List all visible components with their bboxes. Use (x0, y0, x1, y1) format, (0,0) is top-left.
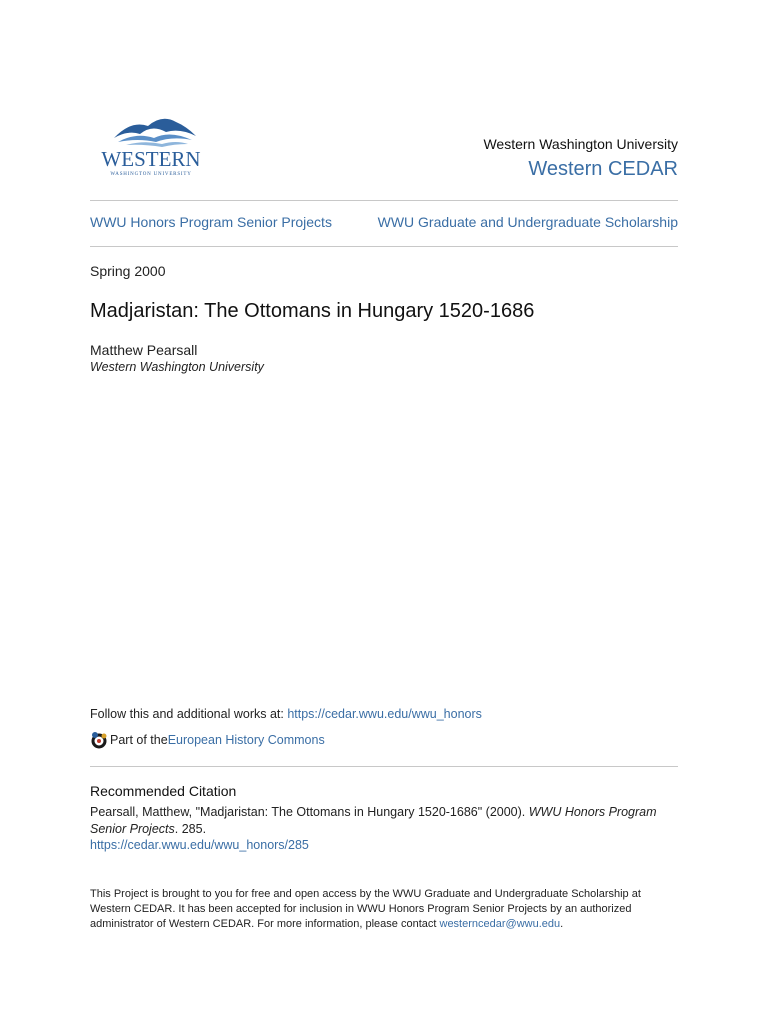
citation-text (90, 804, 680, 838)
commons-network-icon (90, 731, 108, 749)
citation-url-link[interactable]: https://cedar.wwu.edu/wwu_honors/285 (90, 838, 309, 852)
follow-line (90, 707, 482, 721)
access-statement-text: This Project is brought to you for free and open access by the WWU Graduate and Undergraduate Scholarship at Western CEDAR. It has been accepted for inclusion in WWU Honors Program Senior Projects by an authorized administrator of Western CEDAR. For more information, please contact (90, 888, 641, 930)
citation-divider (90, 766, 678, 767)
citation-heading: Recommended Citation (90, 783, 237, 799)
discipline-link[interactable]: European History Commons (167, 733, 325, 747)
citation-tail: . 285. (174, 822, 207, 836)
author-name: Matthew Pearsall (90, 342, 198, 358)
follow-label: Follow this and additional works at: (90, 707, 288, 721)
access-statement-end: . (560, 918, 564, 930)
publication-date: Spring 2000 (90, 263, 166, 279)
contact-email-link[interactable]: westerncedar@wwu.edu (439, 918, 561, 930)
access-statement (90, 887, 680, 932)
author-affiliation: Western Washington University (90, 360, 264, 374)
nav-divider (90, 246, 678, 247)
header-divider (90, 200, 678, 201)
citation-plain: Pearsall, Matthew, "Madjaristan: The Ottomans in Hungary 1520-1686" (2000). (90, 805, 529, 819)
western-logo[interactable] (96, 112, 206, 178)
document-title: Madjaristan: The Ottomans in Hungary 1520-1686 (90, 300, 535, 322)
follow-url-link[interactable]: https://cedar.wwu.edu/wwu_honors (287, 707, 482, 721)
part-of-label: Part of the (110, 733, 168, 747)
logo-wordmark: WESTERN (101, 147, 201, 171)
series-link[interactable]: WWU Honors Program Senior Projects (90, 214, 332, 230)
community-link[interactable]: WWU Graduate and Undergraduate Scholarship (377, 214, 678, 230)
logo-subtext: WASHINGTON UNIVERSITY (110, 172, 192, 177)
citation-series: WWU Honors Program Senior Projects (90, 805, 657, 836)
institution-name: Western Washington University (483, 136, 678, 152)
part-of-line (90, 731, 325, 749)
repository-link[interactable]: Western CEDAR (528, 158, 678, 180)
